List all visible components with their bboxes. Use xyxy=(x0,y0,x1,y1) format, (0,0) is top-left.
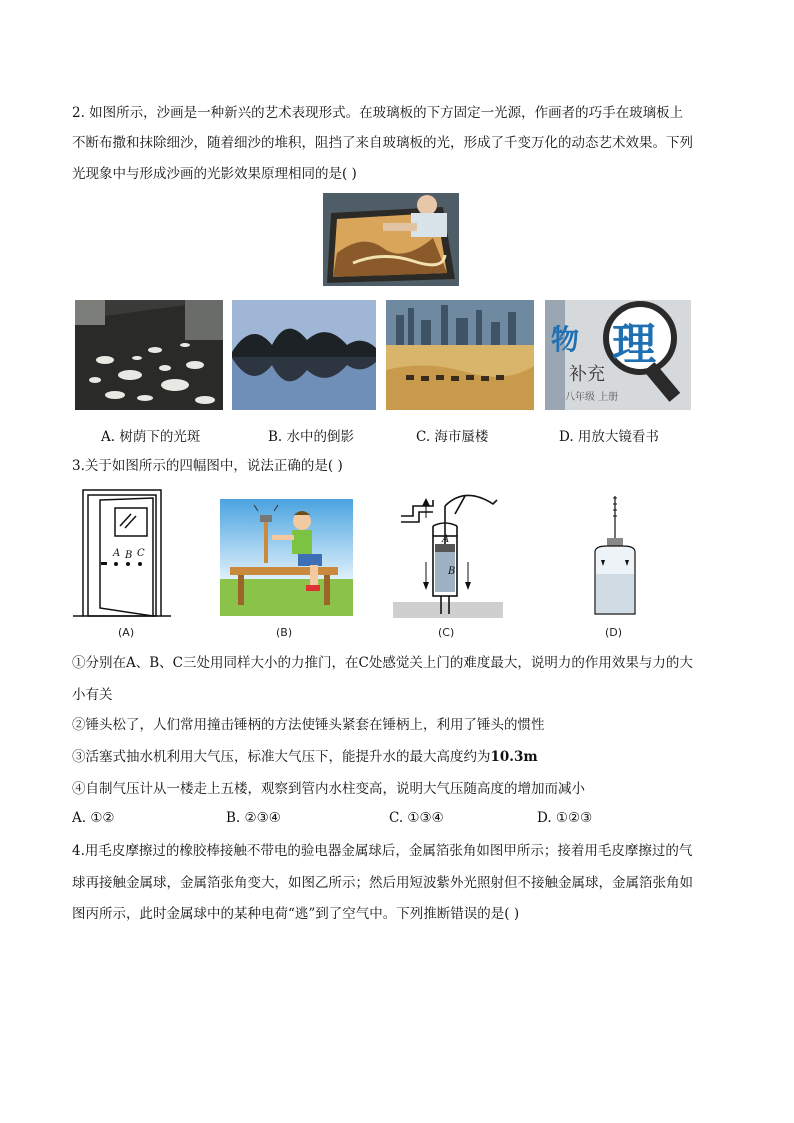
q2-line-3: 光现象中与形成沙画的光影效果原理相同的是( ) xyxy=(72,166,357,182)
q3-statement-1-cont: 小有关 xyxy=(72,687,113,703)
q3-statement-2: ②锤头松了，人们常用撞击锤柄的方法使锤头紧套在锤柄上，利用了锤头的惯性 xyxy=(72,717,545,733)
door-point-b: B xyxy=(125,550,133,561)
door-diagram xyxy=(73,488,173,620)
magnifier-photo xyxy=(545,300,691,410)
magnifier-sub-text: 补充 xyxy=(569,364,605,385)
magnifier-grade-text: 八年级 上册 xyxy=(565,392,619,403)
barometer-bottle-diagram xyxy=(585,494,645,618)
pump-valve-b: B xyxy=(448,566,456,577)
q3-statement-3-value: 10.3m xyxy=(490,749,538,765)
fig-b-label: (B) xyxy=(276,626,293,639)
q3-choice-b: B. ②③④ xyxy=(226,810,281,826)
q3-stem: 3.关于如图所示的四幅图中，说法正确的是( ) xyxy=(72,458,343,474)
mirage-photo xyxy=(386,300,534,410)
piston-pump-diagram xyxy=(393,486,503,618)
sand-painting-photo xyxy=(323,193,459,286)
q4-line-2: 球再接触金属球，金属箔张角变大，如图乙所示；然后用短波紫外光照射但不接触金属球，金属箔张角如 xyxy=(72,875,693,891)
water-reflection-photo xyxy=(232,300,376,410)
q3-statement-3 xyxy=(72,747,538,767)
q2-line-2: 不断布撒和抹除细沙，随着细沙的堆积，阻挡了来自玻璃板的光，形成了千变万化的动态艺术效果。下列 xyxy=(72,135,693,151)
magnifier-big-char: 理 xyxy=(612,319,656,370)
hammer-bench-picture xyxy=(220,499,353,616)
magnifier-left-char: 物 xyxy=(551,323,580,356)
q2-option-d: D. 用放大镜看书 xyxy=(559,429,659,445)
q2-option-c: C. 海市蜃楼 xyxy=(416,429,489,445)
pump-valve-a: A xyxy=(442,534,450,545)
q3-choice-c: C. ①③④ xyxy=(389,810,444,826)
tree-shade-photo xyxy=(75,300,223,410)
q3-choice-d: D. ①②③ xyxy=(537,810,593,826)
q2-line-1: 2. 如图所示，沙画是一种新兴的艺术表现形式。在玻璃板的下方固定一光源，作画者的巧手在玻璃板上 xyxy=(72,105,684,121)
fig-a-label: (A) xyxy=(118,626,135,639)
door-point-c: C xyxy=(137,548,145,559)
fig-d-label: (D) xyxy=(605,626,623,639)
door-point-a: A xyxy=(113,548,121,559)
q3-statement-4: ④自制气压计从一楼走上五楼，观察到管内水柱变高，说明大气压随高度的增加而减小 xyxy=(72,781,585,797)
fig-c-label: (C) xyxy=(438,626,455,639)
q4-line-3: 图丙所示，此时金属球中的某种电荷“逃”到了空气中。下列推断错误的是( ) xyxy=(72,906,520,922)
q2-option-b: B. 水中的倒影 xyxy=(268,429,355,445)
q3-statement-3-text: ③活塞式抽水机利用大气压，标准大气压下，能提升水的最大高度约为 xyxy=(72,749,491,765)
q3-statement-1: ①分别在A、B、C三处用同样大小的力推门，在C处感觉关上门的难度最大，说明力的作用效果与力的大 xyxy=(72,655,693,671)
q4-line-1: 4.用毛皮摩擦过的橡胶棒接触不带电的验电器金属球后，金属箔张角如图甲所示；接着用毛皮摩擦过的气 xyxy=(72,843,693,859)
q2-option-a: A. 树荫下的光斑 xyxy=(101,429,201,445)
q3-choice-a: A. ①② xyxy=(72,810,115,826)
